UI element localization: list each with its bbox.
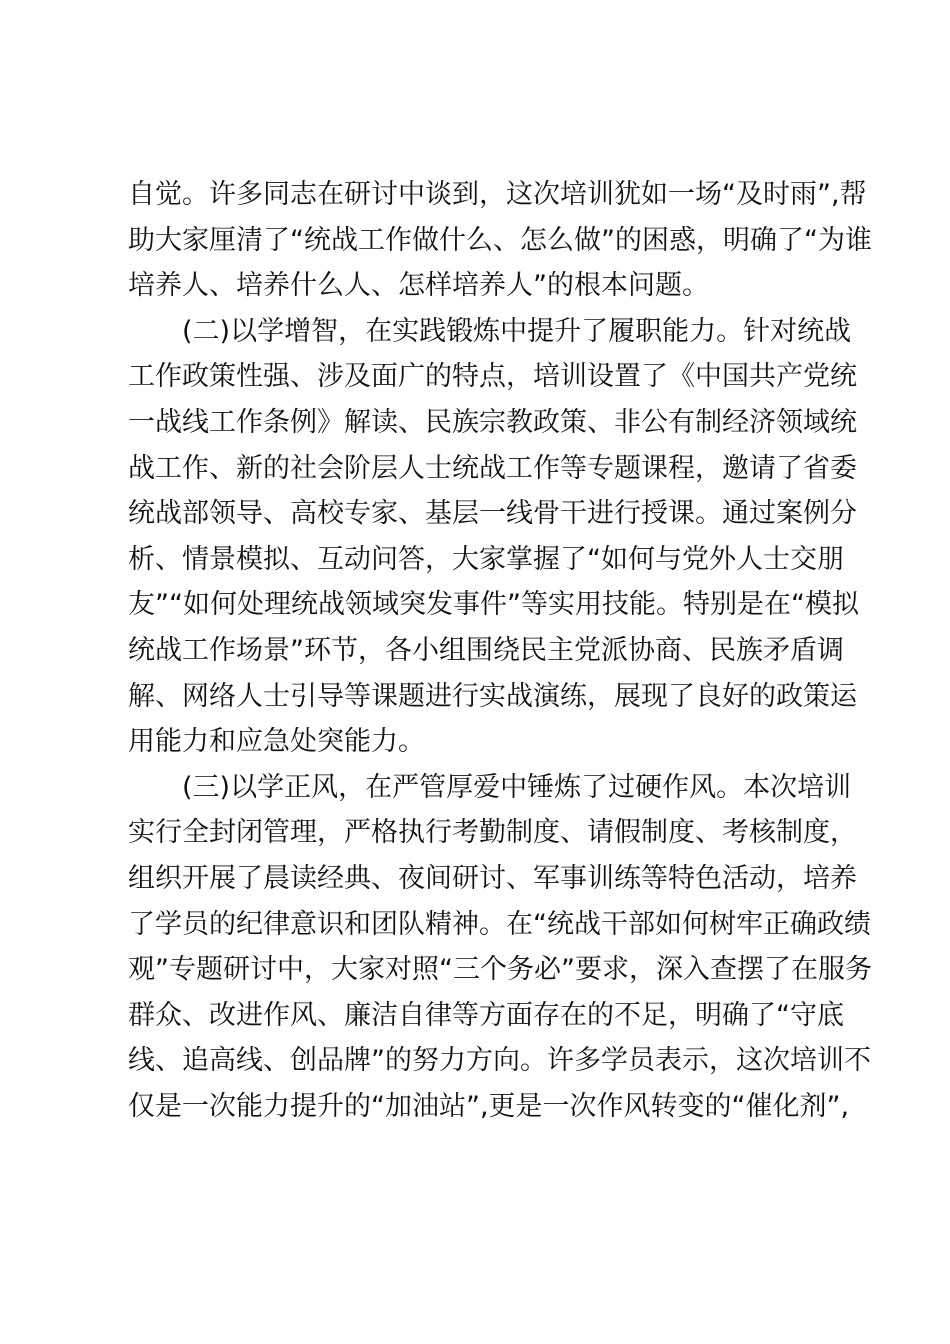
section-three-paragraph xyxy=(128,765,872,1130)
text-line: 了学员的纪律意识和团队精神。在“统战干部如何树牢正确政绩 xyxy=(128,908,871,940)
text-line: 战工作、新的社会阶层人士统战工作等专题课程，邀请了省委 xyxy=(128,452,857,484)
section-two-heading-line: (二)以学增智，在实践锻炼中提升了履职能力。针对统战 xyxy=(182,315,852,347)
text-line: 自觉。许多同志在研讨中谈到，这次培训犹如一场“及时雨”,帮 xyxy=(128,179,867,210)
text-line: 培养人、培养什么人、怎样培养人”的根本问题。 xyxy=(128,270,709,302)
section-three-heading-line: (三)以学正风，在严管厚爱中锤炼了过硬作风。本次培训 xyxy=(182,771,852,803)
text-line: 统战工作场景”环节，各小组围绕民主党派协商、民族矛盾调 xyxy=(128,634,844,666)
text-line: 解、网络人士引导等课题进行实战演练，展现了良好的政策运 xyxy=(128,680,857,712)
text-line: 友”“如何处理统战领域突发事件”等实用技能。特别是在“模拟 xyxy=(128,589,859,621)
text-line: 析、情景模拟、互动问答，大家掌握了“如何与党外人士交朋 xyxy=(128,543,844,575)
text-line: 观”专题研讨中，大家对照“三个务必”要求，深入查摆了在服务 xyxy=(128,954,872,986)
text-line: 用能力和应急处突能力。 xyxy=(128,726,425,758)
text-line: 工作政策性强、涉及面广的特点，培训设置了《中国共产党统 xyxy=(128,361,857,393)
text-line: 群众、改进作风、廉洁自律等方面存在的不足，明确了“守底 xyxy=(128,999,844,1031)
paragraph-continuation xyxy=(128,172,872,309)
text-line: 仅是一次能力提升的“加油站”,更是一次作风转变的“催化剂”, xyxy=(128,1090,850,1122)
text-line: 线、追高线、创品牌”的努力方向。许多学员表示，这次培训不 xyxy=(128,1045,871,1077)
text-line: 组织开展了晨读经典、夜间研讨、军事训练等特色活动，培养 xyxy=(128,862,857,894)
section-two-paragraph xyxy=(128,309,859,765)
text-line: 一战线工作条例》解读、民族宗教政策、非公有制经济领域统 xyxy=(128,406,857,438)
document-body xyxy=(128,172,872,1129)
text-line: 助大家厘清了“统战工作做什么、怎么做”的困惑，明确了“为谁 xyxy=(128,224,872,256)
text-line: 实行全封闭管理，严格执行考勤制度、请假制度、考核制度， xyxy=(128,817,857,849)
text-line: 统战部领导、高校专家、基层一线骨干进行授课。通过案例分 xyxy=(128,498,857,530)
